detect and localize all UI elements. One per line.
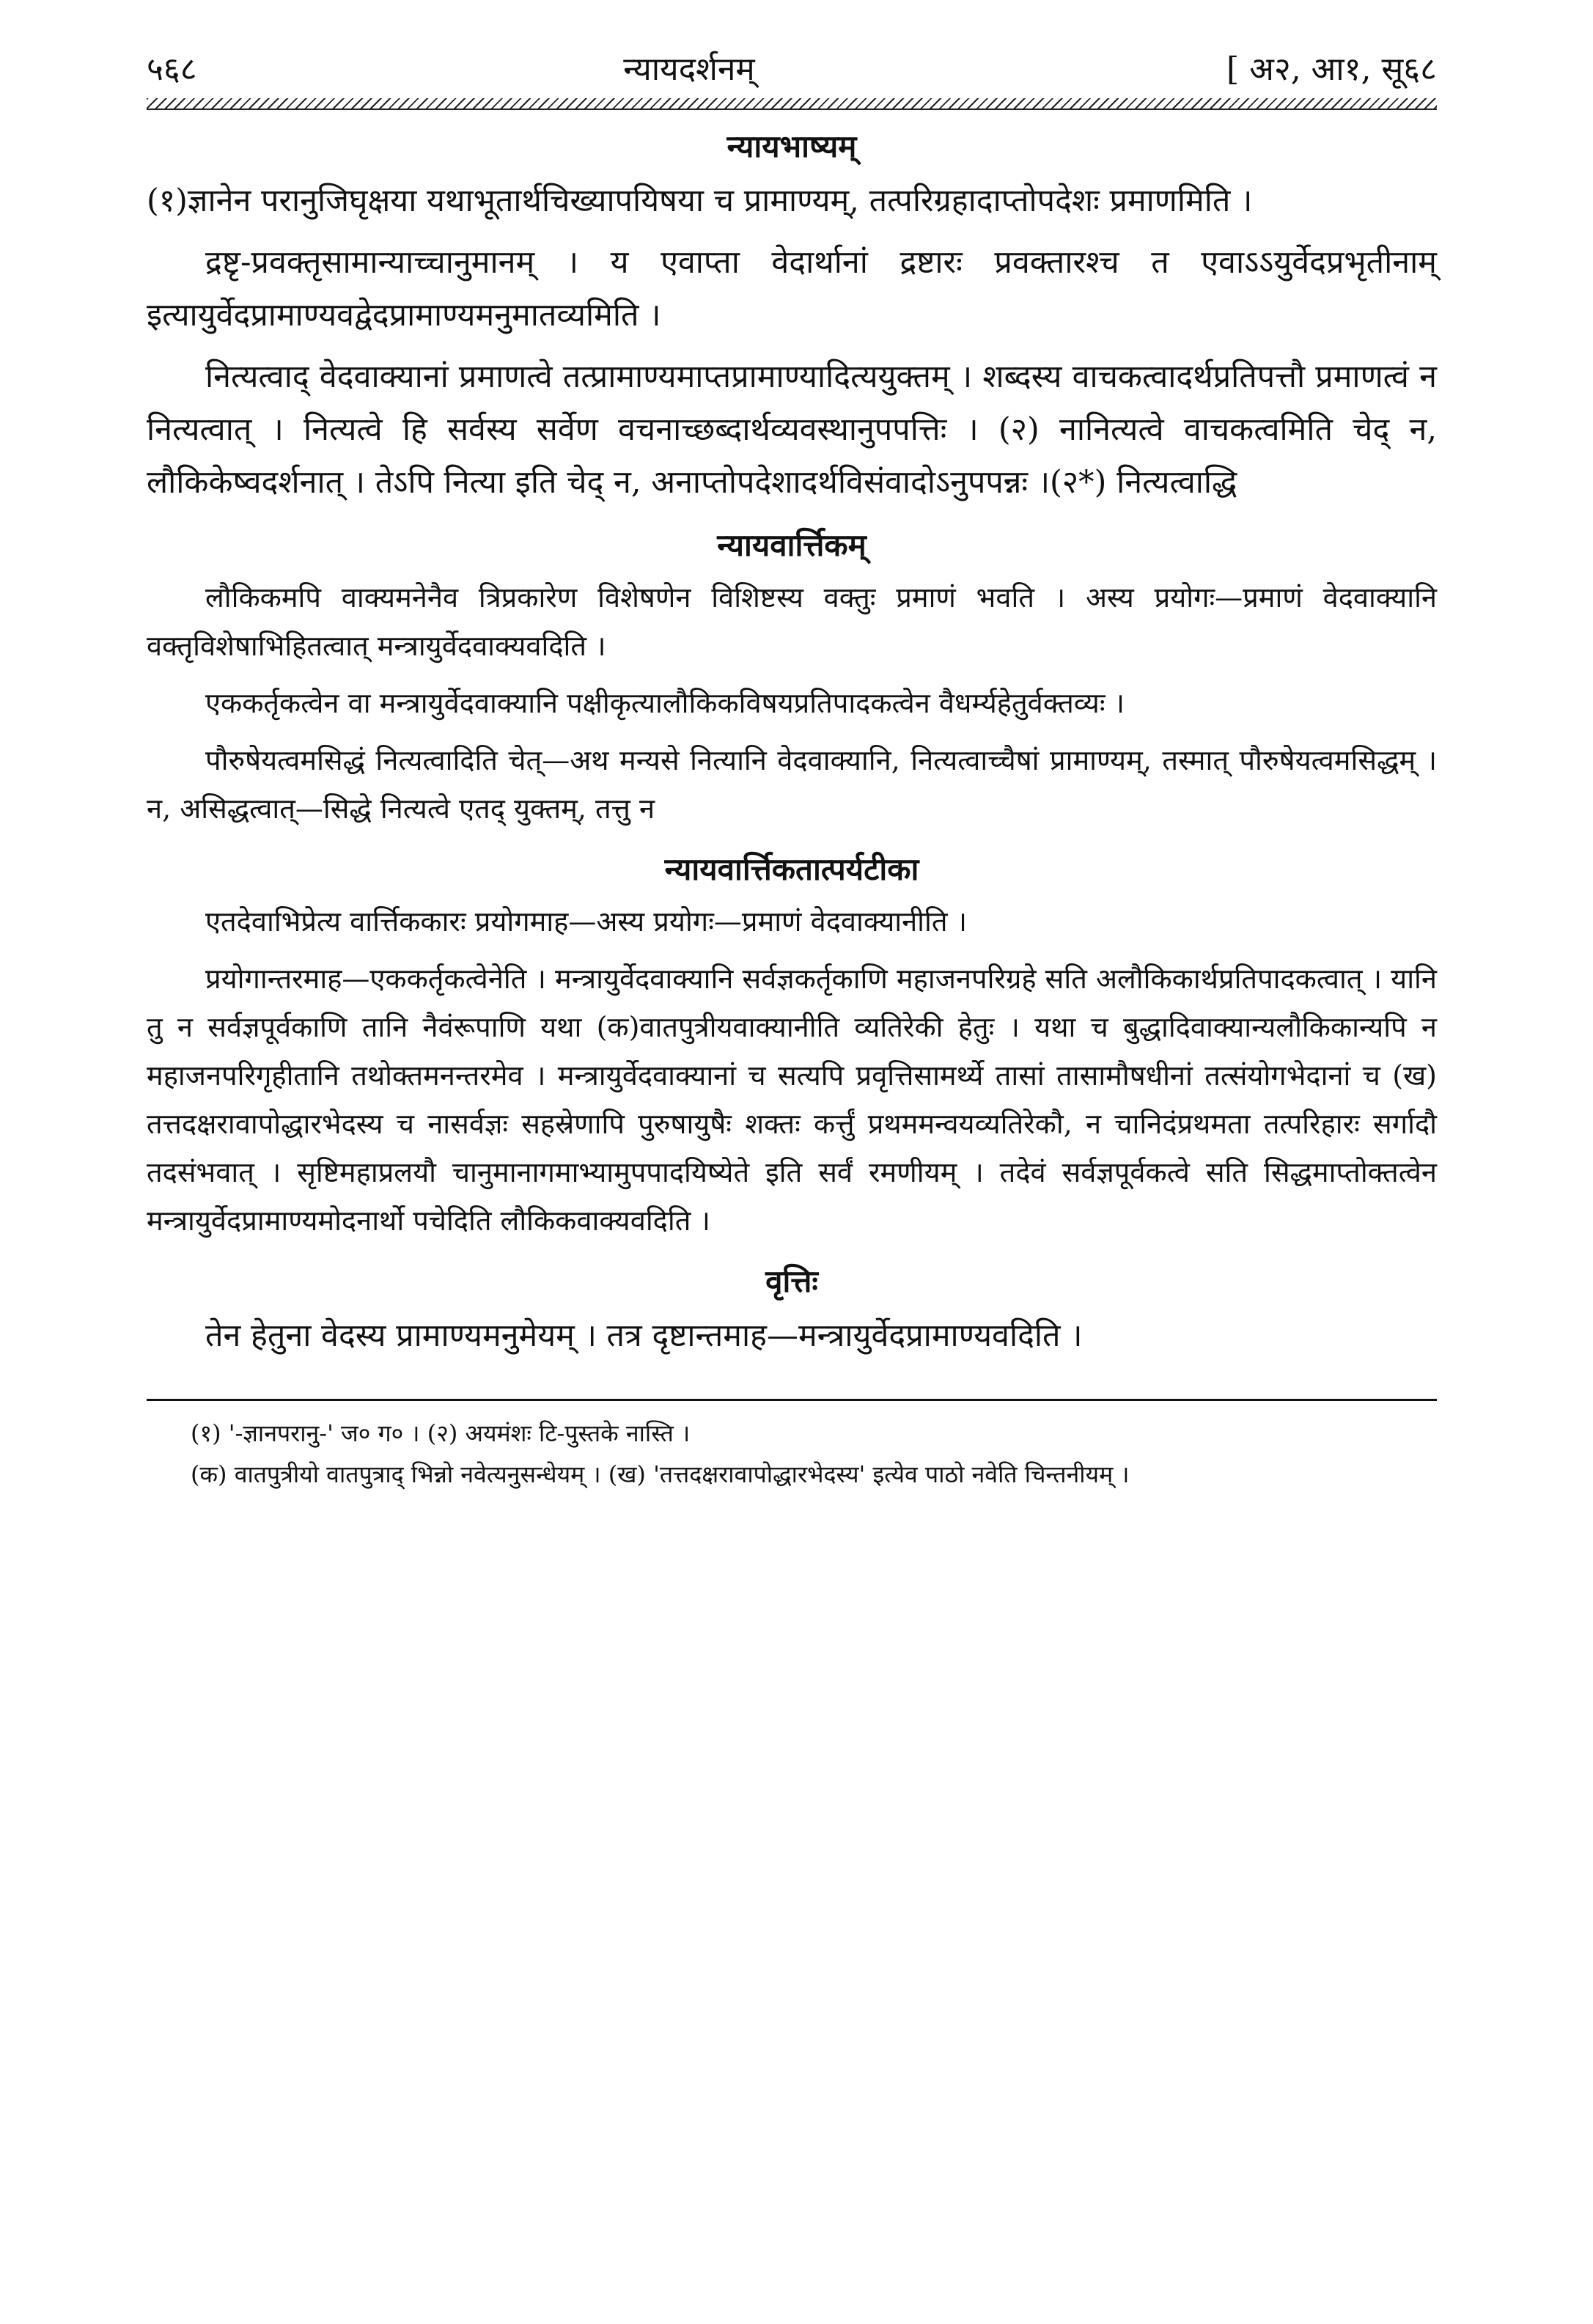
vritti-section [147, 1258, 1437, 1362]
bhashya-section [147, 123, 1437, 509]
footnote: (क) वातपुत्रीयो वातपुत्राद् भिन्नो नवेत्यनुसन्धेयम् । (ख) 'तत्तदक्षरावापोद्धारभेदस्य' इत्येव पाठो नवेति चिन्तनीयम् । [191, 1460, 1130, 1488]
vartika-paragraph: लौकिकमपि वाक्यमनेनैव त्रिप्रकारेण विशेषणेन विशिष्टस्य वक्तुः प्रमाणं भवति । अस्य प्रयोगः—प्रमाणं वेदवाक्यानि वक्तृविशेषाभिहितत्वात् मन्त्रायुर्वेदवाक्यवदिति । [147, 581, 1437, 662]
footnotes [147, 1414, 1437, 1493]
tika-title: न्यायवार्त्तिकतात्पर्यटीका [664, 851, 919, 887]
page [147, 44, 1437, 1496]
bhashya-paragraph: (१)ज्ञानेन परानुजिघृक्षया यथाभूतार्थचिख्यापयिषया च प्रामाण्यम्, तत्परिग्रहादाप्तोपदेशः प्रमाणमिति । [147, 183, 1253, 219]
bhashya-title: न्यायभाष्यम् [726, 128, 857, 164]
footnote-divider [147, 1399, 1437, 1401]
section-reference: [ अ२, आ१, सू६८ [1226, 51, 1437, 88]
tika-paragraph: एतदेवाभिप्रेत्य वार्त्तिककारः प्रयोगमाह—अस्य प्रयोगः—प्रमाणं वेदवाक्यानीति । [205, 905, 968, 938]
running-title: न्यायदर्शनम् [623, 51, 755, 88]
vritti-paragraph: तेन हेतुना वेदस्य प्रामाण्यमनुमेयम् । तत्र दृष्टान्तमाह—मन्त्रायुर्वेदप्रामाण्यवदिति । [205, 1317, 1083, 1354]
running-header [147, 44, 1437, 95]
footnote: (१) '-ज्ञानपरानु-' ज० ग० । (२) अयमंशः टि-पुस्तके नास्ति । [191, 1419, 691, 1447]
tika-paragraph: प्रयोगान्तरमाह—एककर्तृकत्वेनेति । मन्त्रायुर्वेदवाक्यानि सर्वज्ञकर्तृकाणि महाजनपरिग्रहे सति अलौकिकार्थप्रतिपादकत्वात् । यानि तु न सर्वज्ञपूर्वकाणि तानि नैवंरूपाणि यथा (क)वातपुत्रीयवाक्यानीति व्यतिरेकी हेतुः । यथा च बुद्धादिवाक्यान्यलौकिकान्यपि न महाजनपरिगृहीतानि तथोक्तमनन्तरमेव । मन्त्रायुर्वेदवाक्यानां च सत्यपि प्रवृत्तिसामर्थ्ये तासां तासामौषधीनां तत्संयोगभेदानां च (ख) तत्तदक्षरावापोद्धारभेदस्य च नासर्वज्ञः सहस्रेणापि पुरुषायुषैः शक्तः कर्त्तुं प्रथममन्वयव्यतिरेकौ, न चानिदंप्रथमता तत्परिहारः सर्गादौ तदसंभवात् । सृष्टिमहाप्रलयौ चानुमानागमाभ्यामुपपादयिष्येते इति सर्वं रमणीयम् । तदेवं सर्वज्ञपूर्वकत्वे सति सिद्धमाप्तोक्तत्वेन मन्त्रायुर्वेदप्रामाण्यमोदनार्थो पचेदिति लौकिकवाक्यवदिति । [147, 963, 1437, 1237]
vartika-section [147, 522, 1437, 833]
vartika-title: न्यायवार्त्तिकम् [717, 527, 867, 563]
vartika-paragraph: पौरुषेयत्वमसिद्धं नित्यत्वादिति चेत्—अथ मन्यसे नित्यानि वेदवाक्यानि, नित्यत्वाच्चैषां प्रामाण्यम्, तस्मात् पौरुषेयत्वमसिद्धम् । न, असिद्धत्वात्—सिद्धे नित्यत्वे एतद् युक्तम्, तत्तु न [147, 744, 1437, 825]
page-number: ५६८ [147, 51, 197, 88]
bhashya-paragraph: द्रष्टृ-प्रवक्तृसामान्याच्चानुमानम् । य एवाप्ता वेदार्थानां द्रष्टारः प्रवक्तारश्च त एवाऽऽयुर्वेदप्रभृतीनाम् इत्यायुर्वेदप्रामाण्यवद्वेदप्रामाण्यमनुमातव्यमिति । [147, 244, 1437, 334]
vartika-paragraph: एककर्तृकत्वेन वा मन्त्रायुर्वेदवाक्यानि पक्षीकृत्यालौकिकविषयप्रतिपादकत्वेन वैधर्म्यहेतुर्वक्तव्यः । [205, 687, 1125, 719]
bhashya-paragraph: नित्यत्वाद् वेदवाक्यानां प्रमाणत्वे तत्प्रामाण्यमाप्तप्रामाण्यादित्ययुक्तम् । शब्दस्य वाचकत्वादर्थप्रतिपत्तौ प्रमाणत्वं न नित्यत्वात् । नित्यत्वे हि सर्वस्य सर्वेण वचनाच्छब्दार्थव्यवस्थानुपपत्तिः । (२) नानित्यत्वे वाचकत्वमिति चेद् न, लौकिकेष्वदर्शनात् । तेऽपि नित्या इति चेद् न, अनाप्तोपदेशादर्थविसंवादोऽनुपपन्नः ।(२*) नित्यत्वाद्धि [147, 358, 1437, 501]
tika-section [147, 846, 1437, 1245]
vritti-title: वृत्तिः [765, 1263, 818, 1299]
header-wavy-rule [147, 98, 1437, 110]
